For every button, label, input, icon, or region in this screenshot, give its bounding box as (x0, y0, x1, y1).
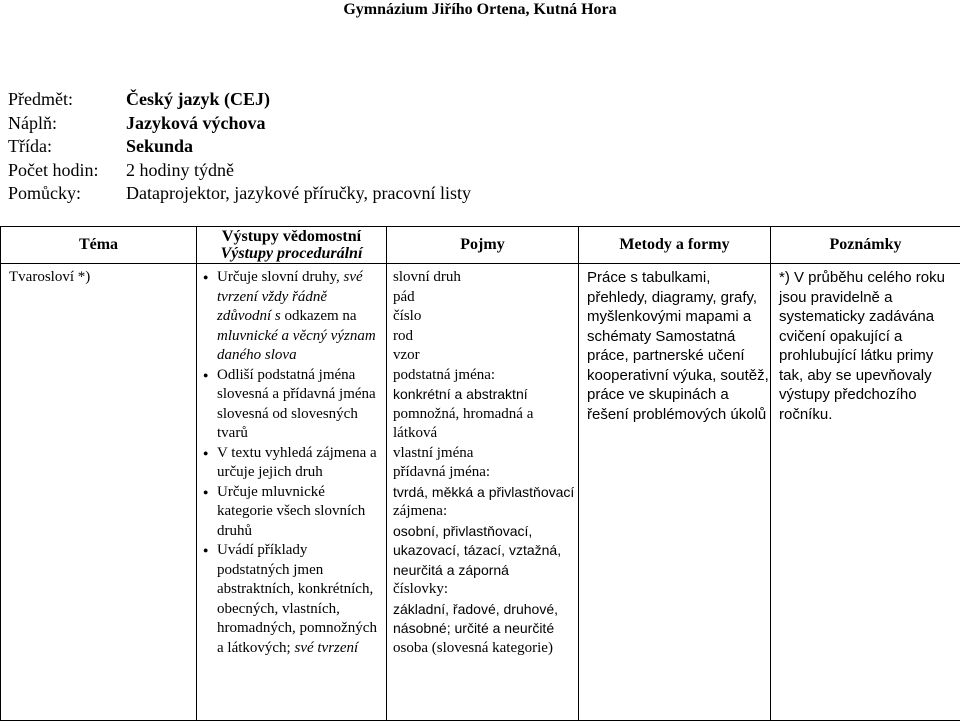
cell-metody (579, 264, 771, 721)
vystup-item (203, 444, 382, 483)
header-pojmy: Pojmy (387, 227, 579, 264)
cell-poznamky: *) V průběhu celého roku jsou pravidelně a systematicky zadávána cvičení opakující a prohlubující látku primy tak, aby se upevňovaly výstupy předchozího ročníku. (771, 264, 960, 721)
meta-row (8, 112, 471, 136)
meta-row (8, 182, 471, 206)
pojmy-list (393, 268, 578, 658)
vystup-text: mluvnické a věcný význam daného slova (217, 328, 376, 364)
vystup-text: V textu vyhledá zájmena a určuje jejich druh (217, 445, 377, 481)
header-vystupy-vedomostni: Výstupy vědomostní (197, 228, 386, 245)
meta-value: 2 hodiny týdně (126, 159, 234, 183)
pojem-item: rod (393, 327, 578, 347)
cell-tema: Tvarosloví *) (1, 264, 197, 721)
meta-row (8, 88, 471, 112)
pojem-item: tvrdá, měkká a přivlastňovací (393, 483, 578, 503)
bullet-icon: ● (203, 366, 208, 386)
meta-value: Dataprojektor, jazykové příručky, pracovní listy (126, 182, 471, 206)
pojem-item: vlastní jména (393, 444, 578, 464)
metody-text: Práce s tabulkami, přehledy, diagramy, grafy, myšlenkovými mapami a schématy Samostatná práce, partnerské učení kooperativní výuka, soutěž, práce ve skupinách a řešení problémových úkolů (587, 268, 770, 424)
meta-value: Český jazyk (CEJ) (126, 88, 270, 112)
meta-row (8, 135, 471, 159)
pojem-item: osoba (slovesná kategorie) (393, 639, 578, 659)
bullet-icon: ● (203, 444, 208, 464)
header-tema: Téma (1, 227, 197, 264)
pojem-item: číslo (393, 307, 578, 327)
pojem-item: pomnožná, hromadná a látková (393, 405, 578, 444)
pojem-item: pád (393, 288, 578, 308)
header-poznamky: Poznámky (771, 227, 960, 264)
vystup-text: odkazem na (281, 308, 357, 324)
table-row (1, 264, 960, 721)
meta-value: Sekunda (126, 135, 193, 159)
vystup-item (203, 541, 382, 658)
pojem-item: přídavná jména: (393, 463, 578, 483)
pojem-item: zájmena: (393, 502, 578, 522)
meta-key: Třída: (8, 135, 126, 159)
header-vystupy-proceduralni: Výstupy procedurální (197, 245, 386, 262)
school-name: Gymnázium Jiřího Ortena, Kutná Hora (0, 1, 960, 19)
meta-key: Pomůcky: (8, 182, 126, 206)
bullet-icon: ● (203, 541, 208, 561)
header-metody: Metody a formy (579, 227, 771, 264)
vystup-item (203, 366, 382, 444)
pojem-item: konkrétní a abstraktní (393, 385, 578, 405)
table-header-row (1, 227, 960, 264)
curriculum-table (0, 226, 960, 721)
vystup-text: Uvádí příklady podstatných jmen abstraktních, konkrétních, obecných, vlastních, hromadných, pomnožných a látkových; (217, 542, 377, 656)
pojem-item: základní, řadové, druhové, násobné; určité a neurčité (393, 600, 578, 639)
vystup-item (203, 483, 382, 542)
vystupy-list (203, 268, 382, 658)
header-vystupy (197, 227, 387, 264)
meta-row (8, 159, 471, 183)
vystup-text: Určuje slovní druhy, (217, 269, 344, 285)
vystup-text: své tvrzení vždy řádně zdůvodní s (217, 269, 363, 324)
meta-value: Jazyková výchova (126, 112, 266, 136)
meta-key: Počet hodin: (8, 159, 126, 183)
pojem-item: podstatná jména: (393, 366, 578, 386)
subject-info (8, 88, 471, 206)
bullet-icon: ● (203, 268, 208, 288)
pojem-item: slovní druh (393, 268, 578, 288)
cell-pojmy (387, 264, 579, 721)
vystup-item (203, 268, 382, 366)
pojem-item: číslovky: (393, 580, 578, 600)
pojem-item: vzor (393, 346, 578, 366)
vystup-text: Odliší podstatná jména slovesná a přídavná jména slovesná od slovesných tvarů (217, 367, 376, 442)
meta-key: Předmět: (8, 88, 126, 112)
pojem-item: osobní, přivlastňovací, ukazovací, tázací, vztažná, neurčitá a záporná (393, 522, 578, 581)
meta-key: Náplň: (8, 112, 126, 136)
bullet-icon: ● (203, 483, 208, 503)
vystup-text: své tvrzení (294, 640, 358, 656)
cell-vystupy (197, 264, 387, 721)
vystup-text: Určuje mluvnické kategorie všech slovních druhů (217, 484, 365, 539)
